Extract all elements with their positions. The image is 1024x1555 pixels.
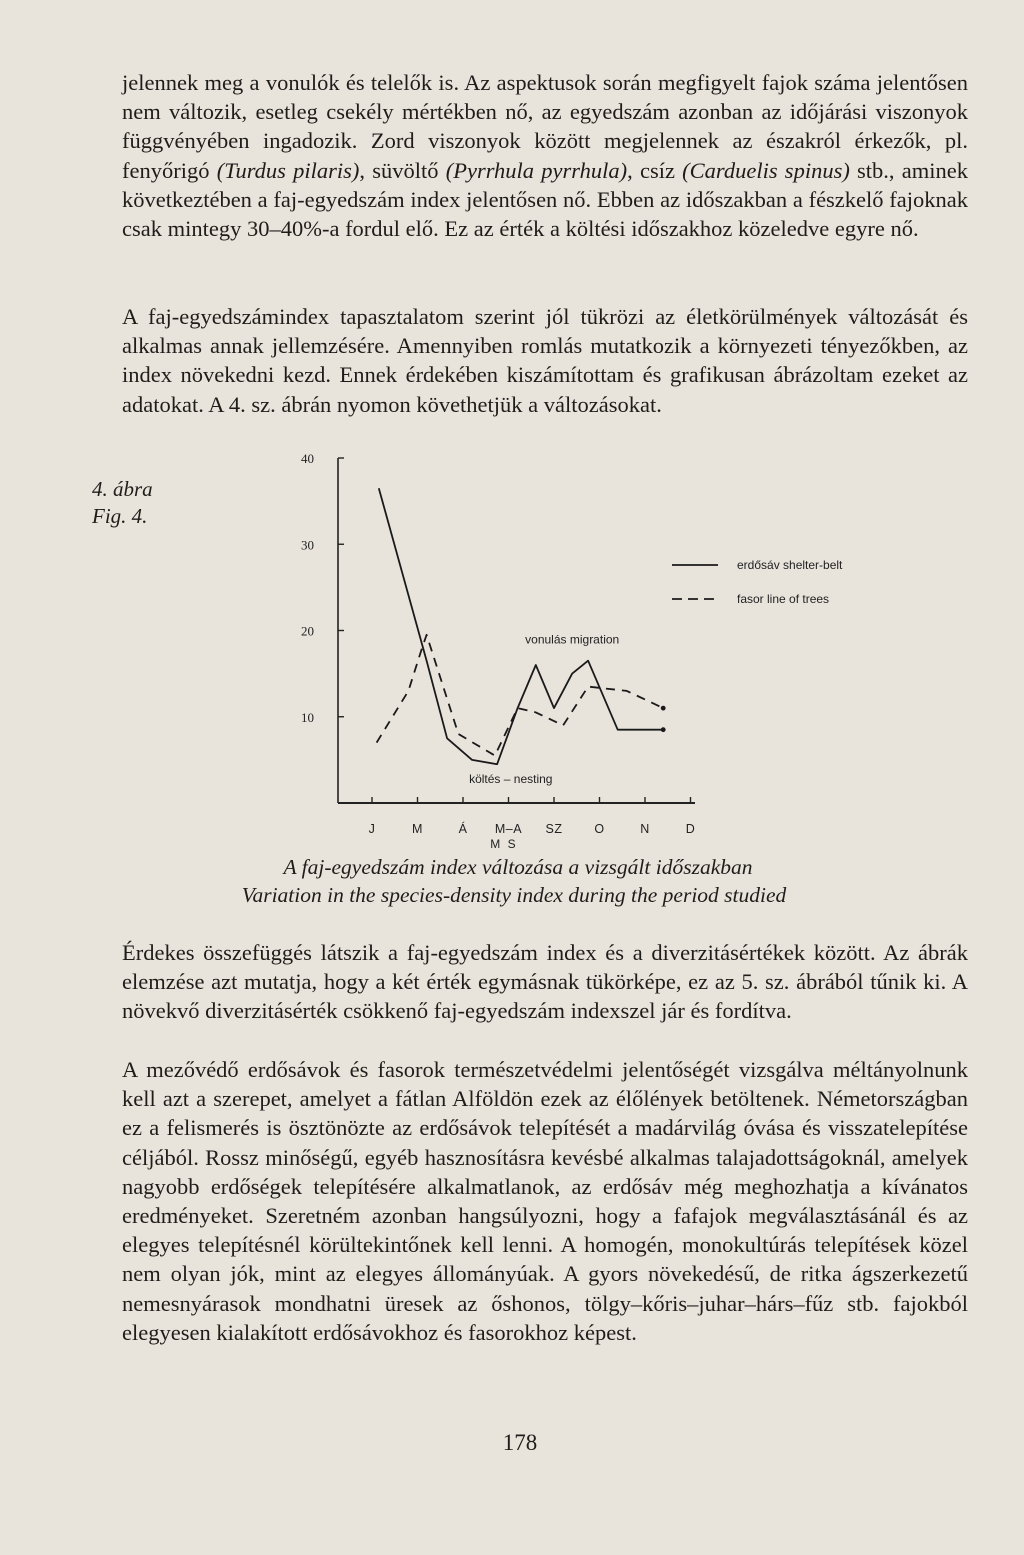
paragraph-4: A mezővédő erdősávok és fasorok természetvédelmi jelentőségét vizsgálva méltányolnunk kell azt a szerepet, amelyet a fátlan Alföldön ezek az élőlények betöltenek. Németországban ez a felismerés is ösztönözte az erdősávok telepítését a madárvilág óvása és visszatelepítése céljából. Rossz minőségű, egyéb hasznosításra kevésbé alkalmas talajadottságoknál, amelyek nagyobb erdőségek telepítésére alkalmatlanok, az erdősáv még meghozhatja a kívánatos eredményeket. Szeretném azonban hangsúlyozni, hogy a fafajok megválasztásánál és az elegyes telepítésnél körültekintőnek kell lenni. A homogén, monokultúrás telepítések közel nem olyan jók, mint az elegyes állományúak. A gyors növekedésű, de ritka ágszerkezetű nemesnyárasok mondhatni üresek az őshonos, tölgy–kőris–juhar–hárs–fűz stb. fajokból elegyesen kialakított erdősávokhoz és fasorokhoz képest. — [122, 1057, 968, 1345]
text-segment: , csíz — [627, 157, 683, 183]
series-line-of-trees — [377, 635, 664, 756]
page-number: 178 — [502, 1430, 538, 1455]
x-tick-label: J — [368, 822, 376, 836]
figure-label-hu: 4. ábra — [92, 477, 153, 501]
figure-label-en: Fig. 4. — [92, 504, 148, 528]
legend-label: erdősáv shelter-belt — [737, 558, 843, 572]
species-name: (Turdus pilaris) — [216, 157, 360, 183]
paragraph-3: Érdekes összefüggés látszik a faj-egyedszám index és a diverzitásértékek között. Az ábrák elemzése azt mutatja, hogy a két érték egymásnak tükörképe, ez az 5. sz. ábrából tűnik ki. A növekvő diverzitásérték csökkenő faj-egyedszám indexszel jár és fordítva. — [122, 940, 968, 1024]
caption-hu: A faj-egyedszám index változása a vizsgált időszakban — [283, 855, 753, 879]
caption-en: Variation in the species-density index during the period studied — [241, 883, 787, 907]
x-tick-label: O — [594, 822, 605, 836]
series-shelter-belt — [379, 488, 663, 764]
x-tick-label: M — [412, 822, 423, 836]
chart-annotation: vonulás migration — [525, 632, 620, 647]
y-tick-label: 10 — [301, 709, 314, 725]
x-tick-label: SZ — [545, 822, 563, 836]
y-tick-label: 20 — [301, 623, 314, 639]
x-tick-label: Á — [458, 822, 468, 836]
text-segment: , süvöltő — [359, 157, 446, 183]
text-segment: stb., aminek következtében a faj-egyedszám index jelentősen nő. Ebben az időszakban a fészkelő fajoknak csak mintegy 30–40%-a fordul elő. Ez az érték a költési időszakhoz közeledve egyre nő. — [122, 157, 969, 242]
legend-label: fasor line of trees — [737, 592, 830, 606]
species-name: (Pyrrhula pyrrhula) — [445, 157, 628, 183]
paragraph-2: A faj-egyedszámindex tapasztalatom szerint jól tükrözi az életkörülmények változását és alkalmas annak jellemzésére. Amennyiben romlás mutatkozik a környezeti tényezőkben, az index növekedni kezd. Ennek érdekében kiszámítottam és grafikusan ábrázoltam ezeket az adatokat. A 4. sz. ábrán nyomon követhetjük a változásokat. — [122, 304, 968, 417]
text-segment: jelennek meg a vonulók és telelők is. Az aspektusok során megfigyelt fajok száma jelentősen nem változik, esetleg csekély mértékben nő, az egyedszám azonban az időjárási viszonyok függvényében ingadozik. Zord viszonyok között megjelennek az északról érkezők, pl. fenyőrigó — [122, 70, 968, 183]
y-tick-label: 30 — [301, 537, 314, 553]
x-tick-label: D — [685, 822, 696, 836]
x-tick-label: N — [640, 822, 650, 836]
species-name: (Carduelis spinus) — [682, 157, 850, 183]
x-tick-label: M–A — [494, 822, 523, 836]
series-end-marker — [661, 706, 666, 711]
chart-annotation: költés – nesting — [469, 772, 553, 787]
series-end-marker — [661, 727, 666, 732]
y-tick-label: 40 — [301, 451, 314, 466]
x-sub-label: M S — [490, 837, 518, 851]
